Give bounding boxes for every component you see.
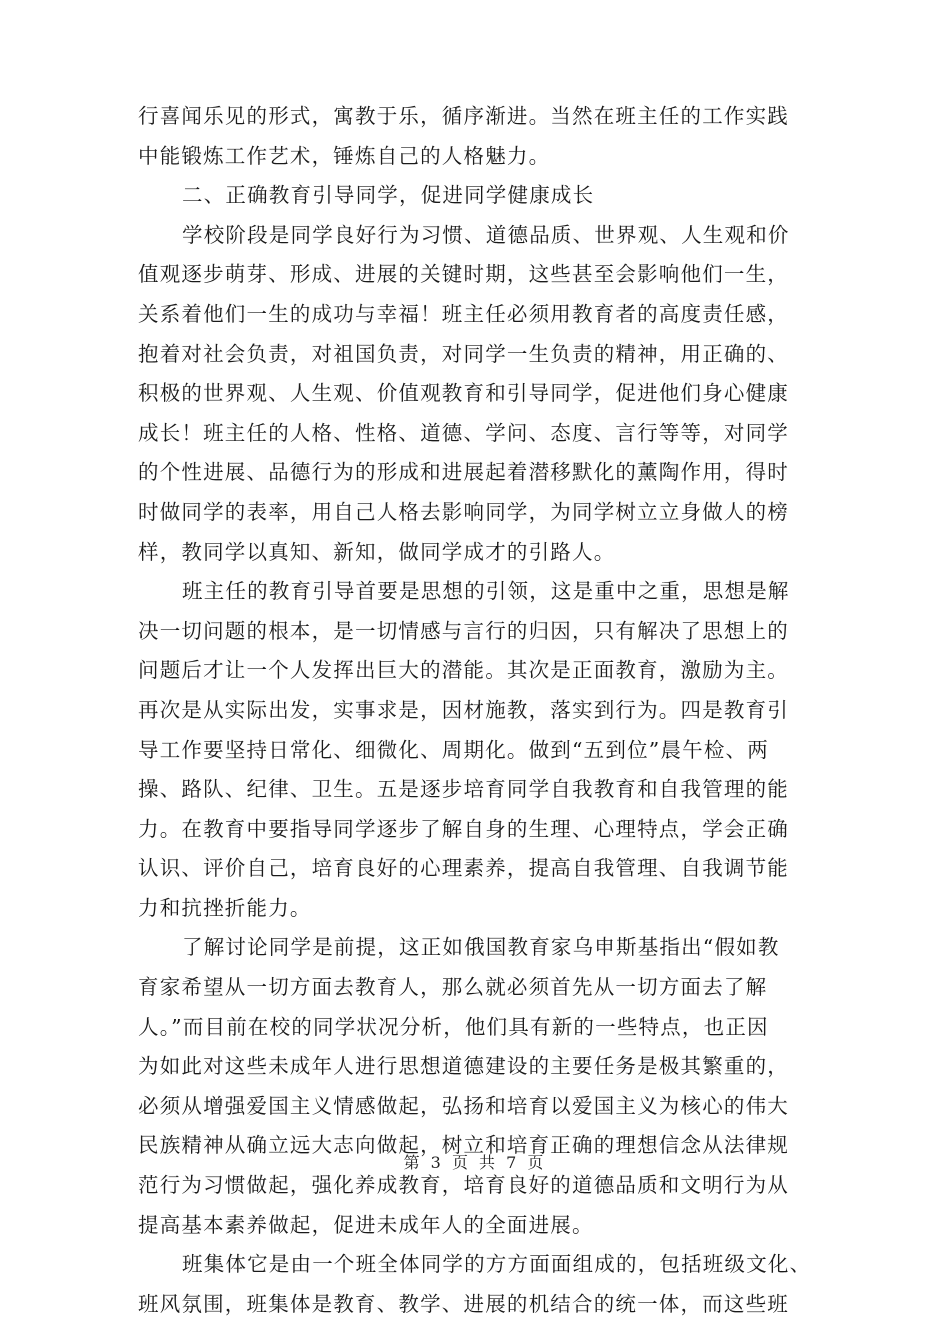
text-line: 时做同学的表率，用自己人格去影响同学，为同学树立立身做人的榜 <box>138 499 789 524</box>
text-line: 认识、评价自己，培育良好的心理素养，提高自我管理、自我调节能 <box>138 856 789 881</box>
text-line: 二、正确教育引导同学，促进同学健康成长 <box>182 183 595 208</box>
text-line: 再次是从实际出发，实事求是，因材施教，落实到行为。四是教育引 <box>138 697 789 722</box>
text-line: 中能锻炼工作艺术，锤炼自己的人格魅力。 <box>138 143 551 168</box>
text-line: 操、路队、纪律、卫生。五是逐步培育同学自我教育和自我管理的能 <box>138 777 789 802</box>
text-line: 范行为习惯做起，强化养成教育，培育良好的道德品质和文明行为从 <box>138 1173 789 1198</box>
document-body <box>138 97 828 1324</box>
text-line: 必须从增强爱国主义情感做起，弘扬和培育以爱国主义为核心的伟大 <box>138 1093 789 1118</box>
text-line: 提高基本素养做起，促进未成年人的全面进展。 <box>138 1212 594 1237</box>
text-line: 力和抗挫折能力。 <box>138 895 312 920</box>
text-line: 班集体它是由一个班全体同学的方方面面组成的，包括班级文化、 <box>182 1252 812 1277</box>
text-line: 民族精神从确立远大志向做起，树立和培育正确的理想信念从法律规 <box>138 1133 789 1158</box>
page-number-footer: 第 3 页 共 7 页 <box>403 1153 547 1172</box>
text-line: 的个性进展、品德行为的形成和进展起着潜移默化的薰陶作用，得时 <box>138 460 789 485</box>
text-line: 关系着他们一生的成功与幸福！班主任必须用教育者的高度责任感， <box>138 301 789 326</box>
text-line: 决一切问题的根本，是一切情感与言行的归因，只有解决了思想上的 <box>138 618 789 643</box>
text-line: 力。在教育中要指导同学逐步了解自身的生理、心理特点，学会正确 <box>138 816 789 841</box>
text-line: 为如此对这些未成年人进行思想道德建设的主要任务是极其繁重的， <box>138 1054 789 1079</box>
text-line: 班风氛围，班集体是教育、教学、进展的机结合的统一体，而这些班 <box>138 1291 789 1316</box>
text-line: 行喜闻乐见的形式，寓教于乐，循序渐进。当然在班主任的工作实践 <box>138 104 789 128</box>
text-line: 人。”而目前在校的同学状况分析，他们具有新的一些特点，也正因 <box>138 1014 769 1039</box>
text-line: 值观逐步萌芽、形成、进展的关键时期，这些甚至会影响他们一生， <box>138 262 789 287</box>
text-line: 抱着对社会负责，对祖国负责，对同学一生负责的精神，用正确的、 <box>138 341 789 366</box>
text-line: 了解讨论同学是前提，这正如俄国教育家乌申斯基指出“假如教 <box>182 935 780 960</box>
text-line: 导工作要坚持日常化、细微化、周期化。做到“五到位”晨午检、两 <box>138 737 769 762</box>
text-line: 育家希望从一切方面去教育人，那么就必须首先从一切方面去了解 <box>138 975 768 1000</box>
text-line: 样，教同学以真知、新知，做同学成才的引路人。 <box>138 539 616 564</box>
text-line: 问题后才让一个人发挥出巨大的潜能。其次是正面教育，激励为主。 <box>138 658 789 683</box>
text-line: 学校阶段是同学良好行为习惯、道德品质、世界观、人生观和价 <box>182 222 790 247</box>
text-line: 班主任的教育引导首要是思想的引领，这是重中之重，思想是解 <box>182 579 790 604</box>
text-line: 积极的世界观、人生观、价值观教育和引导同学，促进他们身心健康 <box>138 381 789 406</box>
text-line: 成长！班主任的人格、性格、道德、学问、态度、言行等等，对同学 <box>138 420 789 445</box>
